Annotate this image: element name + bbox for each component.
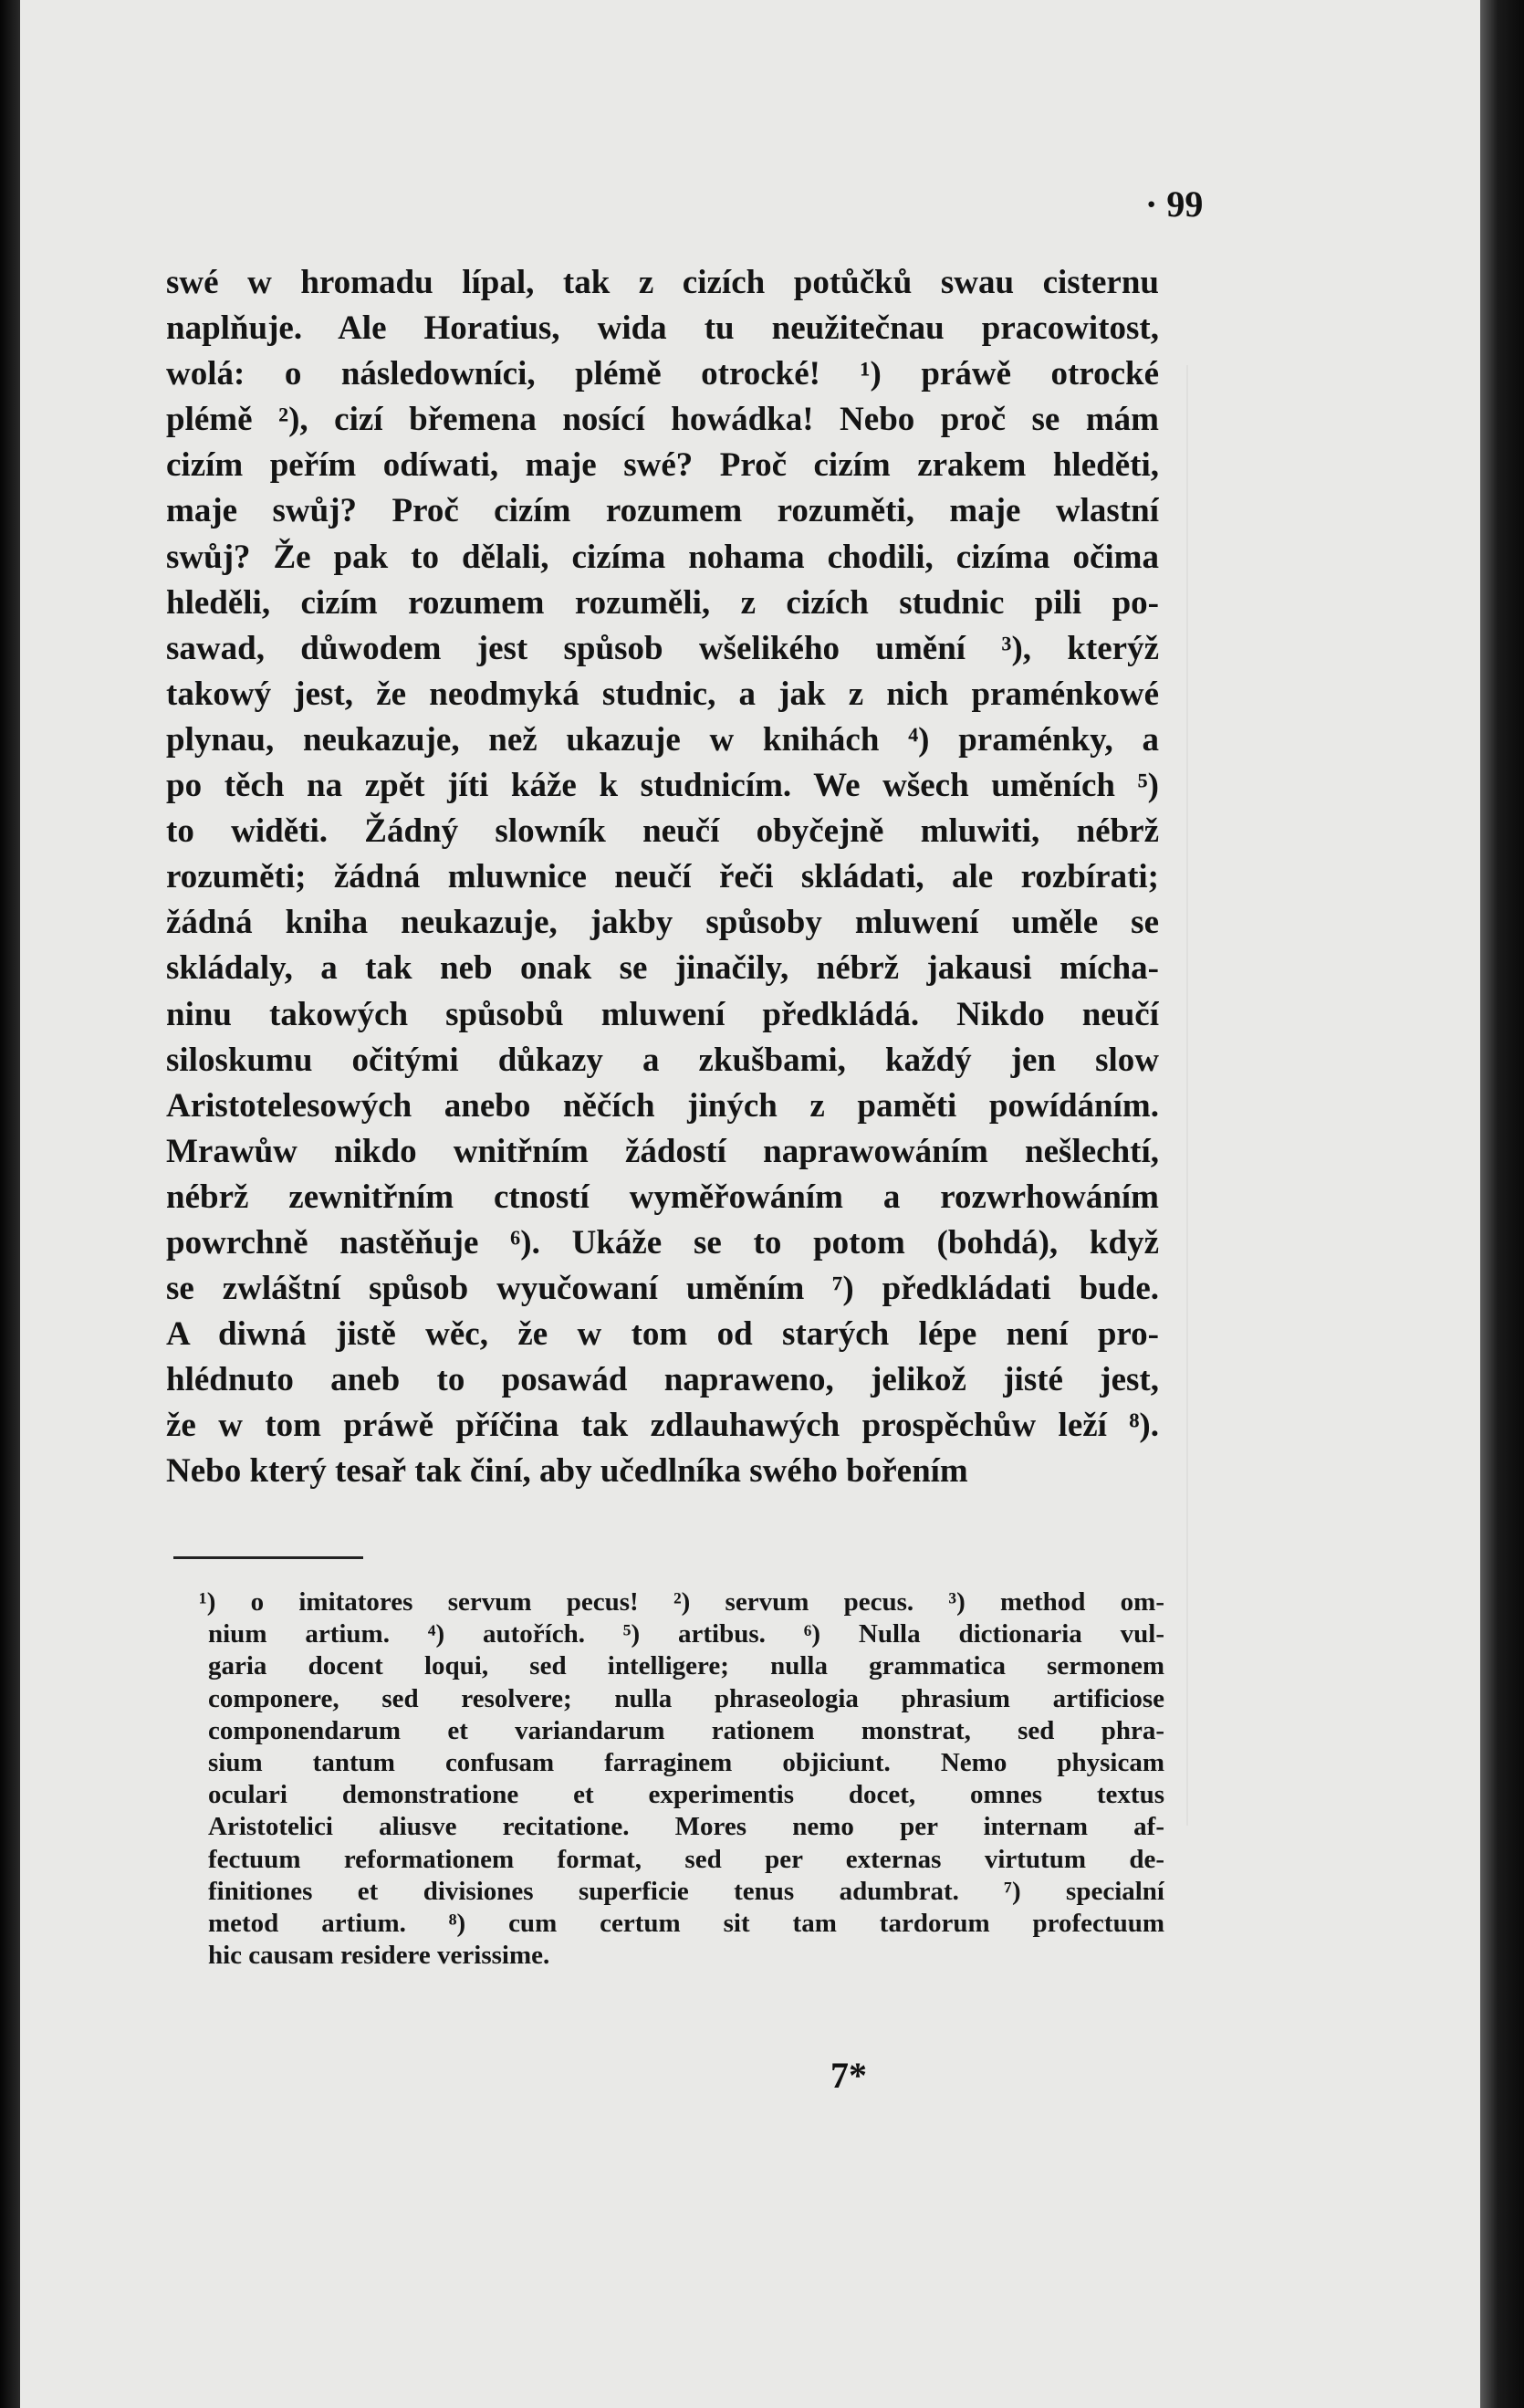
book-spine-shadow [0, 0, 20, 2408]
footnote-line: hic causam residere verissime. [208, 1941, 550, 1971]
text-line: sawad, důwodem jest spůsob wšelikého umění ³), kterýž [166, 629, 1159, 667]
footnotes [199, 1586, 1164, 1972]
footnote-line: oculari demonstratione et experimentis docet, omnes textus [208, 1780, 1164, 1810]
text-line: ninu takowých spůsobů mluwení předkládá. Nikdo neučí [166, 995, 1159, 1033]
text-line: skládaly, a tak neb onak se jinačily, nébrž jakausi mícha- [166, 949, 1159, 988]
text-line: swůj? Že pak to dělali, cizíma nohama chodili, cizíma očima [166, 538, 1159, 576]
text-line: nébrž zewnitřním ctností wyměřowáním a rozwrhowáním [166, 1178, 1159, 1216]
text-line: že w tom práwě příčina tak zdlauhawých prospěchůw leží ⁸). [166, 1407, 1159, 1445]
page-number: · 99 [1145, 183, 1204, 225]
text-line: swé w hromadu lípal, tak z cizích potůčků swau cisternu [166, 264, 1159, 301]
text-line: siloskumu očitými důkazy a zkušbami, každý jen slow [166, 1041, 1159, 1079]
main-text [166, 260, 1159, 1495]
footnote-line: nium artium. ⁴) autořích. ⁵) artibus. ⁶) Nulla dictionaria vul- [208, 1619, 1164, 1649]
footnote-line: componere, sed resolvere; nulla phraseologia phrasium artificiose [208, 1683, 1164, 1713]
text-line: A diwná jistě wěc, že w tom od starých lépe není pro- [166, 1315, 1159, 1354]
footnote-line: Aristotelici aliusve recitatione. Mores nemo per internam af- [208, 1812, 1164, 1842]
footnote-line: componendarum et variandarum rationem monstrat, sed phra- [208, 1715, 1164, 1745]
text-line: maje swůj? Proč cizím rozumem rozuměti, maje wlastní [166, 492, 1159, 530]
text-line: po těch na zpět jíti káže k studnicím. We wšech uměních ⁵) [166, 767, 1159, 805]
text-line: rozuměti; žádná mluwnice neučí řeči skládati, ale rozbírati; [166, 858, 1159, 896]
text-line: cizím peřím odíwati, maje swé? Proč cizím zrakem hleděti, [166, 446, 1159, 485]
text-line: hleděli, cizím rozumem rozuměli, z cizích studnic pili po- [166, 583, 1159, 622]
footnote-line: metod artium. ⁸) cum certum sit tam tardorum profectuum [208, 1908, 1164, 1938]
text-line: Nebo který tesař tak činí, aby učedlníka swého bořením [166, 1452, 968, 1491]
page-texture [1186, 365, 1188, 1826]
footnote-line: ¹) o imitatores servum pecus! ²) servum pecus. ³) method om- [199, 1587, 1164, 1617]
text-line: takowý jest, že neodmyká studnic, a jak z nich praménkowé [166, 675, 1159, 713]
text-line: plynau, neukazuje, než ukazuje w knihách ⁴) praménky, a [166, 720, 1159, 759]
text-line: to widěti. Žádný slowník neučí obyčejně mluwiti, nébrž [166, 812, 1159, 851]
footnote-line: finitiones et divisiones superficie tenus adumbrat. ⁷) specialní [208, 1876, 1164, 1906]
text-line: Aristotelesowých anebo něčích jiných z paměti powídáním. [166, 1086, 1159, 1125]
text-line: naplňuje. Ale Horatius, wida tu neužitečnau pracowitost, [166, 309, 1159, 348]
text-line: hlédnuto aneb to posawád naprawenо, jelikož jisté jest, [166, 1361, 1159, 1399]
text-line: powrchně nastěňuje ⁶). Ukáže se to potom (bohdá), když [166, 1223, 1159, 1262]
page-edge-shadow [1480, 0, 1524, 2408]
footnote-line: garia docent loqui, sed intelligere; nulla grammatica sermonem [208, 1651, 1164, 1681]
text-line: plémě ²), cizí břemena nosící howádka! Nebo proč se mám [166, 401, 1159, 439]
text-line: Mrawůw nikdo wnitřním žádostí naprawowáním nešlechtí, [166, 1132, 1159, 1170]
printer-signature: 7* [830, 2055, 867, 2096]
footnote-line: fectuum reformationem format, sed per externas virtutum de- [208, 1844, 1164, 1874]
text-line: wolá: o následowníci, plémě otrocké! ¹) práwě otrocké [166, 355, 1159, 393]
footnote-line: sium tantum confusam farraginem objiciunt. Nemo physicam [208, 1747, 1164, 1777]
text-line: se zwláštní spůsob wyučowaní uměním ⁷) předkládati bude. [166, 1270, 1159, 1308]
footnote-separator [173, 1556, 363, 1559]
text-line: žádná kniha neukazuje, jakby spůsoby mluwení uměle se [166, 904, 1159, 942]
